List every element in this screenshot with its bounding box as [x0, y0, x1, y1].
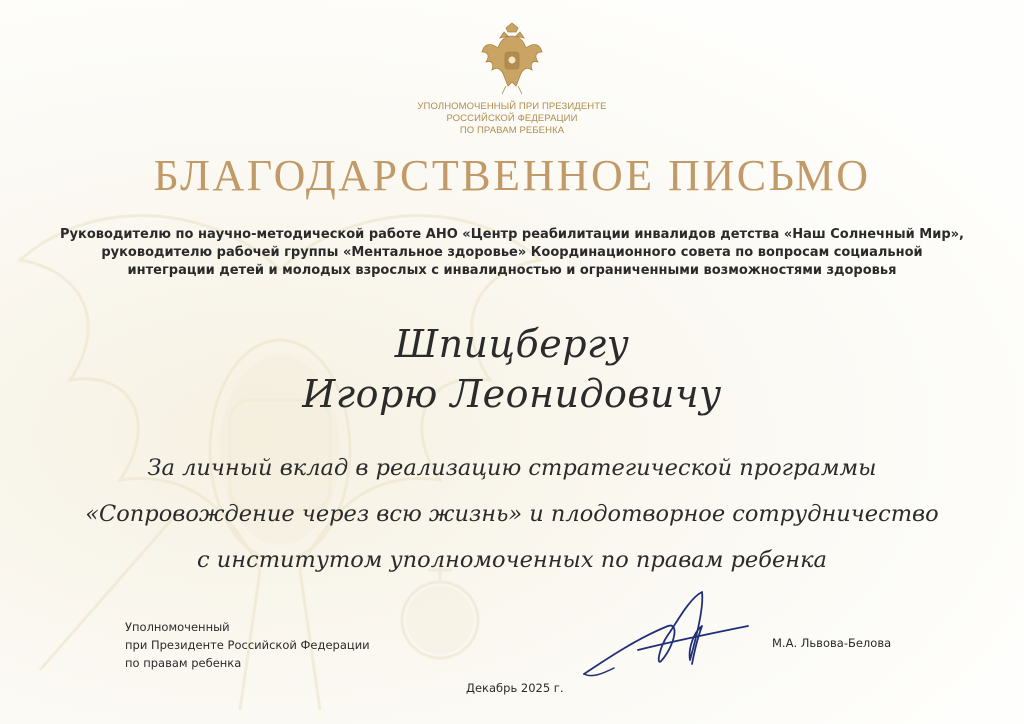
document-title: БЛАГОДАРСТВЕННОЕ ПИСЬМО [153, 151, 871, 200]
issuer-line: ПО ПРАВАМ РЕБЕНКА [459, 125, 565, 136]
reason-line: с институтом уполномоченных по правам ребенка [197, 547, 827, 573]
recipient-position [40, 226, 984, 280]
recipient-line: интеграции детей и молодых взрослых с инвалидностью и ограниченными возможностями здоровья [127, 263, 897, 278]
issue-date: Декабрь 2025 г. [466, 681, 564, 695]
handwritten-signature-icon [578, 588, 753, 683]
recipient-given-names: Игорю Леонидовичу [302, 372, 722, 416]
reason-line: За личный вклад в реализацию стратегической программы [147, 455, 877, 481]
recipient-surname: Шпицбергу [394, 322, 630, 366]
reason-line: «Сопровождение через всю жизнь» и плодотворное сотрудничество [85, 501, 939, 527]
issuer-line: УПОЛНОМОЧЕННЫЙ ПРИ ПРЕЗИДЕНТЕ [417, 101, 607, 112]
double-headed-eagle-emblem-icon [480, 22, 544, 96]
signatory-title-line: при Президенте Российской Федерации [125, 638, 370, 652]
signatory-title [125, 618, 425, 672]
signatory-name: М.А. Львова-Белова [772, 636, 892, 650]
recipient-line: руководителю рабочей группы «Ментальное здоровье» Координационного совета по вопросам социальной [101, 245, 923, 260]
issuer-block [312, 101, 712, 137]
recipient-line: Руководителю по научно-методической работе АНО «Центр реабилитации инвалидов детства «Наш Солнечный Мир», [60, 227, 964, 242]
signatory-title-line: по правам ребенка [125, 656, 242, 670]
gratitude-reason [40, 445, 984, 583]
issuer-line: РОССИЙСКОЙ ФЕДЕРАЦИИ [446, 113, 578, 124]
signatory-title-line: Уполномоченный [125, 620, 230, 634]
